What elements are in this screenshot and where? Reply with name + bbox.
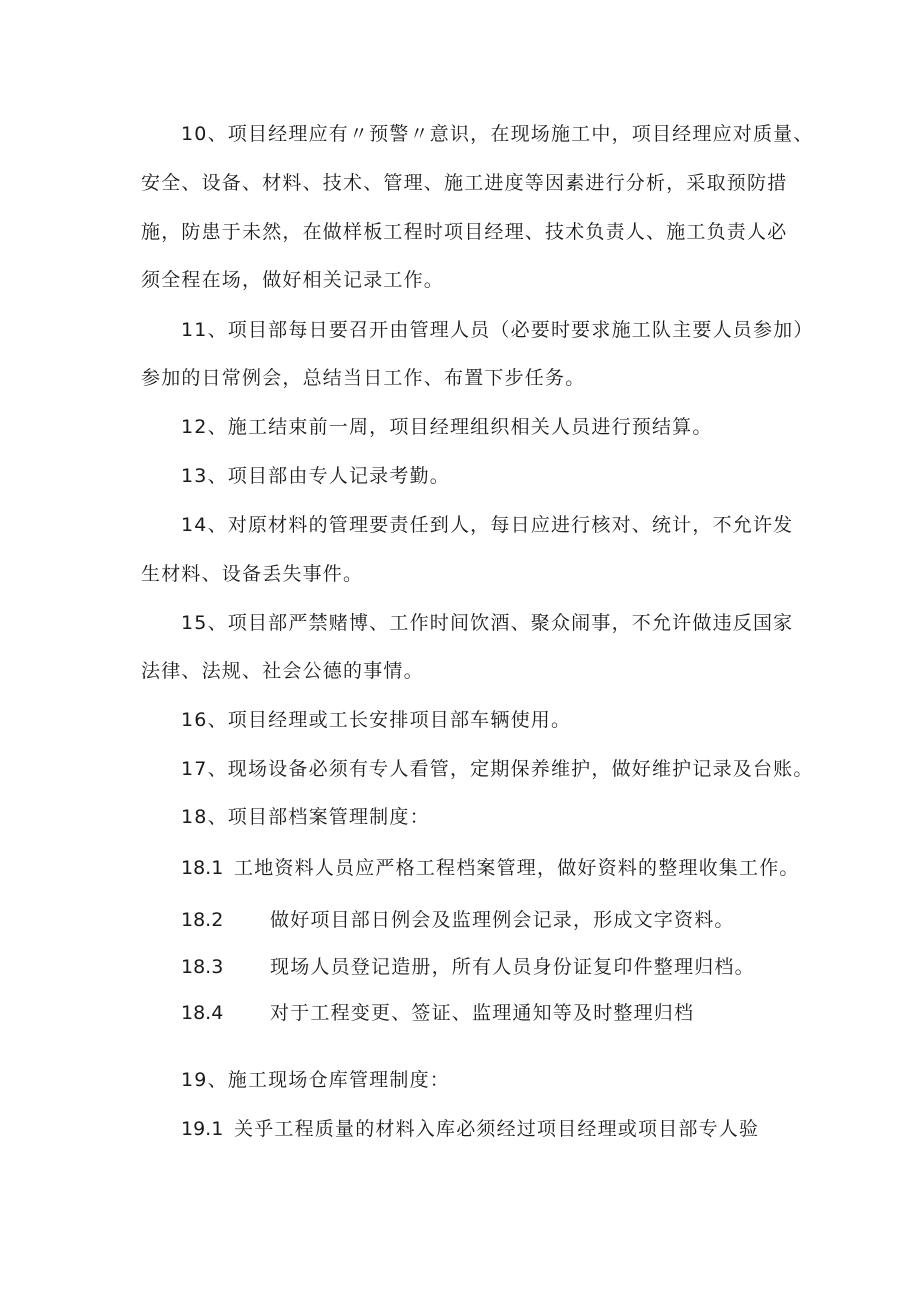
paragraph-17: 17、现场设备必须有专人看管，定期保养维护，做好维护记录及台账。 bbox=[181, 758, 814, 780]
sub-item-19-1-text: 关乎工程质量的材料入库必须经过项目经理或项目部专人验 bbox=[234, 1118, 760, 1140]
paragraph-16: 16、项目经理或工长安排项目部车辆使用。 bbox=[181, 709, 572, 731]
sub-item-18-4-text: 对于工程变更、签证、监理通知等及时整理归档 bbox=[270, 1002, 695, 1024]
sub-item-19-1-number: 19.1 bbox=[181, 1118, 224, 1140]
paragraph-10-line-2: 安全、设备、材料、技术、管理、施工进度等因素进行分析，采取预防措 bbox=[141, 172, 788, 194]
paragraph-18-heading: 18、项目部档案管理制度： bbox=[181, 806, 430, 828]
paragraph-15-line-2: 法律、法规、社会公德的事情。 bbox=[141, 660, 424, 682]
sub-item-18-3-text: 现场人员登记造册，所有人员身份证复印件整理归档。 bbox=[270, 956, 755, 978]
sub-item-18-3-number: 18.3 bbox=[181, 956, 224, 978]
paragraph-13: 13、项目部由专人记录考勤。 bbox=[181, 465, 450, 487]
paragraph-11-line-1: 11、项目部每日要召开由管理人员（必要时要求施工队主要人员参加） bbox=[181, 319, 814, 341]
paragraph-15-line-1: 15、项目部严禁赌博、工作时间饮酒、聚众闹事，不允许做违反国家 bbox=[181, 612, 794, 634]
paragraph-12: 12、施工结束前一周，项目经理组织相关人员进行预结算。 bbox=[181, 416, 713, 438]
sub-item-18-1-text: 工地资料人员应严格工程档案管理，做好资料的整理收集工作。 bbox=[234, 857, 800, 879]
paragraph-14-line-1: 14、对原材料的管理要责任到人，每日应进行核对、统计，不允许发 bbox=[181, 514, 794, 536]
section-19-heading: 19、施工现场仓库管理制度： bbox=[181, 1069, 450, 1091]
paragraph-10-line-1: 10、项目经理应有〃预警〃意识，在现场施工中，项目经理应对质量、 bbox=[181, 123, 814, 145]
sub-item-18-2-number: 18.2 bbox=[181, 909, 224, 931]
sub-item-18-1-number: 18.1 bbox=[181, 857, 224, 879]
paragraph-14-line-2: 生材料、设备丢失事件。 bbox=[141, 563, 364, 585]
sub-item-18-4-number: 18.4 bbox=[181, 1002, 224, 1024]
paragraph-11-line-2: 参加的日常例会，总结当日工作、布置下步任务。 bbox=[141, 367, 586, 389]
paragraph-10-line-3: 施，防患于未然，在做样板工程时项目经理、技术负责人、施工负责人必 bbox=[141, 221, 788, 243]
paragraph-10-line-4: 须全程在场，做好相关记录工作。 bbox=[141, 269, 445, 291]
sub-item-18-2-text: 做好项目部日例会及监理例会记录，形成文字资料。 bbox=[270, 909, 735, 931]
